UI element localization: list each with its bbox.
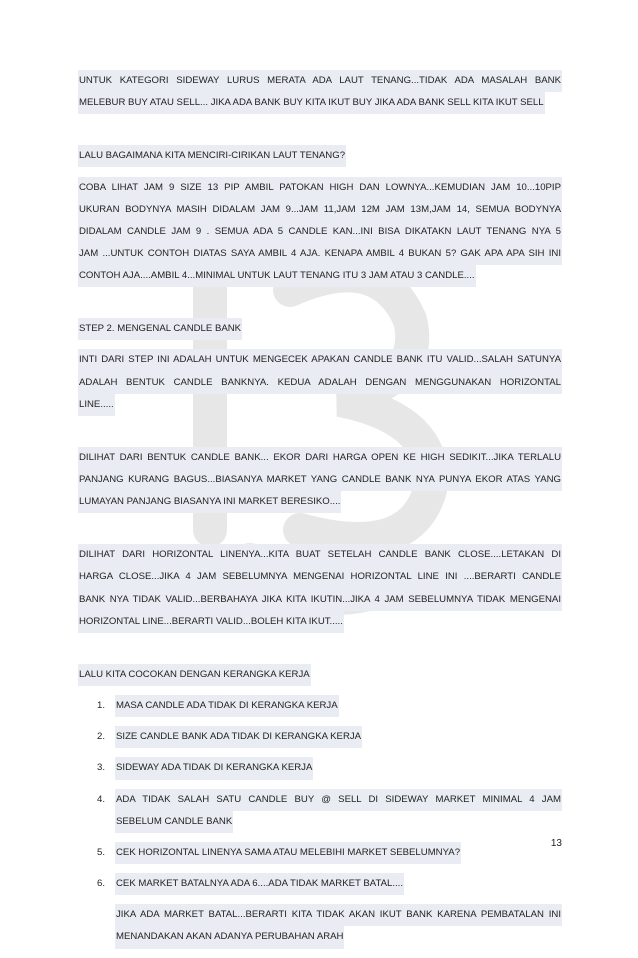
text-line: LUMAYAN PANJANG BIASANYA INI MARKET BERESIKO.... xyxy=(78,491,341,513)
paragraph-bentuk-candle xyxy=(78,447,562,522)
text-line: INTI DARI STEP INI ADALAH UNTUK MENGECEK APAKAN CANDLE BANK ITU VALID...SALAH SATUNYA xyxy=(78,349,562,371)
text-line: HARGA CLOSE...JIKA 4 JAM SEBELUMNYA MENGENAI HORIZONTAL LINE INI ....BERARTI CANDLE xyxy=(78,566,562,588)
text-line: UKURAN BODYNYA MASIH DIDALAM JAM 9...JAM 11,JAM 12M JAM 13M,JAM 14, SEMUA BODYNYA xyxy=(78,199,562,221)
paragraph-step-2 xyxy=(78,318,562,425)
page-number: 13 xyxy=(550,838,562,849)
list-number: 5. xyxy=(97,846,106,858)
text-line: DILIHAT DARI BENTUK CANDLE BANK... EKOR DARI HARGA OPEN KE HIGH SEDIKIT...JIKA TERLALU xyxy=(78,447,562,469)
list-item xyxy=(78,757,562,788)
text-line: HORIZONTAL LINE...BERARTI VALID...BOLEH KITA IKUT..... xyxy=(78,611,344,633)
paragraph-gap xyxy=(78,425,562,447)
text-line: UNTUK KATEGORI SIDEWAY LURUS MERATA ADA LAUT TENANG...TIDAK ADA MASALAH BANK xyxy=(78,70,562,92)
list-number: 4. xyxy=(97,793,106,805)
text-line: DILIHAT DARI HORIZONTAL LINENYA...KITA BUAT SETELAH CANDLE BANK CLOSE....LETAKAN DI xyxy=(78,544,562,566)
checklist-section xyxy=(78,664,562,958)
list-item xyxy=(78,695,562,726)
list-item-text: SIZE CANDLE BANK ADA TIDAK DI KERANGKA KERJA xyxy=(115,726,362,748)
text-line: BANK NYA TIDAK VALID...BERBAHAYA JIKA KITA IKUTIN...JIKA 4 JAM SEBELUMNYA TIDAK MENGENAI xyxy=(78,589,562,611)
list-number: 3. xyxy=(97,762,106,774)
list-item-text: CEK MARKET BATALNYA ADA 6....ADA TIDAK MARKET BATAL.... xyxy=(115,873,404,895)
paragraph-laut-tenang xyxy=(78,145,562,296)
list-item-text: MASA CANDLE ADA TIDAK DI KERANGKA KERJA xyxy=(115,695,339,717)
document-body xyxy=(78,70,562,958)
text-line: LALU BAGAIMANA KITA MENCIRI-CIRIKAN LAUT TENANG? xyxy=(78,145,346,167)
paragraph-sideway xyxy=(78,70,562,123)
paragraph-gap xyxy=(78,642,562,664)
list-number: 2. xyxy=(97,731,106,743)
list-item-text: MENANDAKAN AKAN ADANYA PERUBAHAN ARAH xyxy=(115,926,344,948)
paragraph-gap xyxy=(78,123,562,145)
list-number: 1. xyxy=(97,700,106,712)
text-line: COBA LIHAT JAM 9 SIZE 13 PIP AMBIL PATOKAN HIGH DAN LOWNYA...KEMUDIAN JAM 10...10PIP xyxy=(78,177,562,199)
text-line: LINE..... xyxy=(78,394,115,416)
checklist-intro: LALU KITA COCOKAN DENGAN KERANGKA KERJA xyxy=(78,664,311,686)
checklist xyxy=(78,695,562,958)
list-item xyxy=(78,789,562,842)
list-item-text: JIKA ADA MARKET BATAL...BERARTI KITA TIDAK AKAN IKUT BANK KARENA PEMBATALAN INI xyxy=(115,904,562,926)
list-item xyxy=(78,873,562,957)
text-line: JAM ...UNTUK CONTOH DIATAS SAYA AMBIL 4 AJA. KENAPA AMBIL 4 BUKAN 5? GAK APA APA SIH INI xyxy=(78,243,562,265)
list-item-text: SEBELUM CANDLE BANK xyxy=(115,811,233,833)
paragraph-gap xyxy=(78,296,562,318)
paragraph-gap xyxy=(78,522,562,544)
list-item-text: CEK HORIZONTAL LINENYA SAMA ATAU MELEBIHI MARKET SEBELUMNYA? xyxy=(115,842,461,864)
list-item-text: SIDEWAY ADA TIDAK DI KERANGKA KERJA xyxy=(115,757,313,779)
text-line: DIDALAM CANDLE JAM 9 . SEMUA ADA 5 CANDLE KAN...INI BISA DIKATAKN LAUT TENANG NYA 5 xyxy=(78,221,562,243)
list-item-text: ADA TIDAK SALAH SATU CANDLE BUY @ SELL DI SIDEWAY MARKET MINIMAL 4 JAM xyxy=(115,789,562,811)
text-line: CONTOH AJA....AMBIL 4...MINIMAL UNTUK LAUT TENANG ITU 3 JAM ATAU 3 CANDLE.... xyxy=(78,265,476,287)
list-item xyxy=(78,842,562,873)
paragraph-horizontal-line xyxy=(78,544,562,641)
text-line: PANJANG KURANG BAGUS...BIASANYA MARKET YANG CANDLE BANK NYA PUNYA EKOR ATAS YANG xyxy=(78,469,562,491)
section-heading: STEP 2. MENGENAL CANDLE BANK xyxy=(78,318,242,340)
list-item xyxy=(78,726,562,757)
text-line: ADALAH BENTUK CANDLE BANKNYA. KEDUA ADALAH DENGAN MENGGUNAKAN HORIZONTAL xyxy=(78,372,562,394)
text-line: MELEBUR BUY ATAU SELL... JIKA ADA BANK BUY KITA IKUT BUY JIKA ADA BANK SELL KITA IKUT SELL xyxy=(78,92,545,114)
list-number: 6. xyxy=(97,878,106,890)
